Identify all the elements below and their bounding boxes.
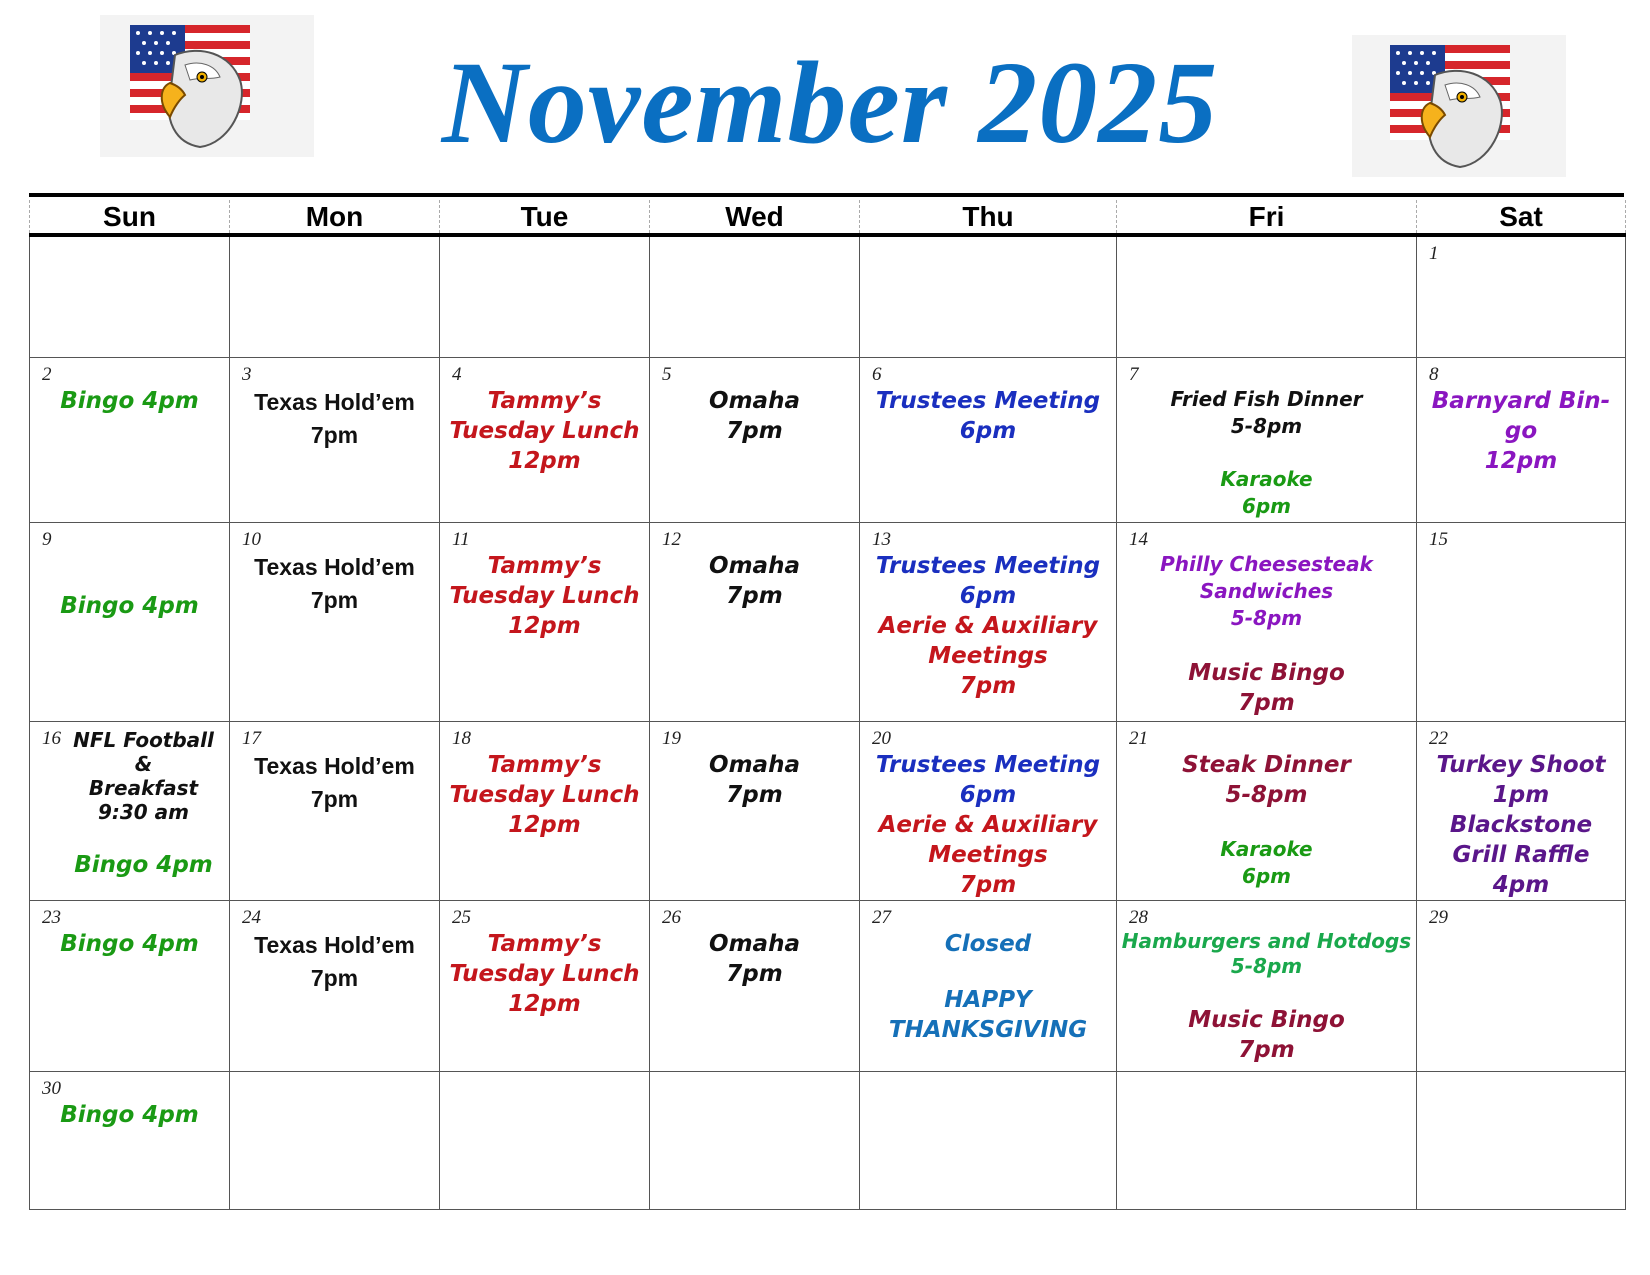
day-cell[interactable] [1417, 901, 1626, 1072]
event-item: Music Bingo 7pm [1188, 1007, 1345, 1063]
day-number: 21 [1129, 728, 1148, 749]
event-list [1117, 523, 1416, 718]
day-cell[interactable] [30, 1072, 230, 1210]
day-number: 26 [662, 907, 681, 928]
event-list [230, 237, 439, 265]
event-list [650, 358, 859, 446]
event-list [440, 901, 649, 1019]
day-number: 19 [662, 728, 681, 749]
day-number: 20 [872, 728, 891, 749]
day-cell[interactable] [860, 1072, 1117, 1210]
day-cell[interactable] [1417, 523, 1626, 722]
event-list [1417, 358, 1625, 476]
event-list [1417, 237, 1625, 265]
day-cell[interactable] [1117, 901, 1417, 1072]
event-item: Texas Hold’em 7pm [254, 554, 415, 613]
day-cell[interactable] [1417, 358, 1626, 523]
day-cell[interactable] [30, 235, 230, 358]
event-list [1417, 901, 1625, 929]
weekday-header: Tue [440, 200, 650, 235]
event-item: Texas Hold’em 7pm [254, 389, 415, 448]
day-number: 24 [242, 907, 261, 928]
eagle-flag-icon [1352, 35, 1566, 177]
event-list [230, 722, 439, 816]
week-row [30, 358, 1626, 523]
day-number: 17 [242, 728, 261, 749]
event-item: Texas Hold’em 7pm [254, 753, 415, 812]
day-cell[interactable] [860, 901, 1117, 1072]
day-cell[interactable] [860, 235, 1117, 358]
calendar-grid [29, 200, 1626, 1210]
day-cell[interactable] [230, 358, 440, 523]
day-cell[interactable] [1117, 523, 1417, 722]
event-list [230, 901, 439, 995]
event-list [440, 237, 649, 265]
event-item: Turkey Shoot 1pm Blackstone Grill Raffle 4pm [1436, 752, 1606, 898]
day-number: 7 [1129, 364, 1139, 385]
day-number: 22 [1429, 728, 1448, 749]
eagle-flag-graphic [1352, 35, 1566, 177]
day-cell[interactable] [650, 358, 860, 523]
event-item: Bingo 4pm [60, 931, 199, 957]
event-list [650, 1072, 859, 1100]
eagle-flag-icon [100, 15, 314, 157]
event-list [30, 237, 229, 265]
day-cell[interactable] [440, 901, 650, 1072]
header-rule [29, 193, 1624, 197]
event-list [650, 722, 859, 810]
day-number: 23 [42, 907, 61, 928]
week-row [30, 235, 1626, 358]
day-cell[interactable] [30, 358, 230, 523]
page-title: November 2025 [441, 37, 1219, 168]
weekday-header-row [30, 200, 1626, 235]
day-number: 28 [1129, 907, 1148, 928]
event-item: Omaha 7pm [709, 553, 800, 609]
event-list [440, 523, 649, 641]
event-list [860, 523, 1116, 701]
day-number: 14 [1129, 529, 1148, 550]
event-list [650, 523, 859, 611]
event-item: Bingo 4pm [74, 852, 213, 878]
event-item: Tammy’s Tuesday Lunch 12pm [449, 553, 640, 639]
week-row [30, 1072, 1626, 1210]
event-list [860, 237, 1116, 265]
day-cell[interactable] [860, 523, 1117, 722]
day-number: 4 [452, 364, 462, 385]
event-item: Aerie & Auxiliary Meetings 7pm [878, 812, 1098, 898]
event-item: Philly Cheesesteak Sandwiches 5-8pm [1160, 552, 1373, 630]
day-number: 29 [1429, 907, 1448, 928]
event-list [230, 1072, 439, 1100]
event-item: Hamburgers and Hotdogs 5-8pm [1121, 929, 1412, 978]
day-cell[interactable] [650, 1072, 860, 1210]
day-number: 30 [42, 1078, 61, 1099]
event-item: HAPPY THANKSGIVING [888, 987, 1088, 1043]
day-number: 27 [872, 907, 891, 928]
day-cell[interactable] [1417, 1072, 1626, 1210]
event-list [860, 901, 1116, 1045]
event-item: Music Bingo 7pm [1188, 660, 1345, 716]
day-cell[interactable] [1417, 722, 1626, 901]
weekday-header: Sun [30, 200, 230, 235]
event-item: Omaha 7pm [709, 752, 800, 808]
day-cell[interactable] [1117, 235, 1417, 358]
day-number: 11 [452, 529, 470, 550]
day-number: 9 [42, 529, 52, 550]
day-cell[interactable] [230, 1072, 440, 1210]
event-item: Tammy’s Tuesday Lunch 12pm [449, 931, 640, 1017]
event-item: Bingo 4pm [60, 1102, 199, 1128]
event-item: Closed [944, 931, 1032, 957]
event-list [440, 1072, 649, 1100]
event-item: Barnyard Bin- go 12pm [1431, 388, 1611, 474]
event-list [1117, 237, 1416, 265]
day-cell[interactable] [860, 358, 1117, 523]
event-list [230, 358, 439, 452]
event-list [1417, 523, 1625, 551]
day-cell[interactable] [230, 523, 440, 722]
day-number: 10 [242, 529, 261, 550]
event-item: Bingo 4pm [60, 388, 199, 414]
event-item: Omaha 7pm [709, 388, 800, 444]
event-item: Trustees Meeting 6pm [875, 553, 1101, 609]
day-number: 12 [662, 529, 681, 550]
day-cell[interactable] [1117, 1072, 1417, 1210]
day-number: 25 [452, 907, 471, 928]
event-item: Aerie & Auxiliary Meetings 7pm [878, 613, 1098, 699]
day-cell[interactable] [30, 523, 230, 722]
event-item: Bingo 4pm [60, 593, 199, 619]
day-number: 13 [872, 529, 891, 550]
event-item: Trustees Meeting 6pm [875, 388, 1101, 444]
day-number: 6 [872, 364, 882, 385]
day-cell[interactable] [440, 235, 650, 358]
event-item: Omaha 7pm [709, 931, 800, 987]
event-list [650, 901, 859, 989]
event-list [30, 358, 229, 416]
day-number: 1 [1429, 243, 1439, 264]
event-list [1117, 1072, 1416, 1100]
event-list [1417, 722, 1625, 900]
day-cell[interactable] [230, 901, 440, 1072]
day-number: 3 [242, 364, 252, 385]
event-list [650, 237, 859, 265]
event-list [1417, 1072, 1625, 1100]
event-item: Karaoke 6pm [1220, 467, 1313, 518]
event-list [860, 722, 1116, 900]
day-cell[interactable] [650, 722, 860, 901]
event-list [860, 1072, 1116, 1100]
calendar-body [30, 235, 1626, 1210]
day-cell[interactable] [30, 901, 230, 1072]
event-item: Trustees Meeting 6pm [875, 752, 1101, 808]
event-list [30, 523, 229, 621]
day-cell[interactable] [440, 722, 650, 901]
day-cell[interactable] [1417, 235, 1626, 358]
day-number: 16 [42, 728, 61, 749]
week-row [30, 901, 1626, 1072]
event-list [860, 358, 1116, 446]
day-cell[interactable] [230, 722, 440, 901]
event-list [440, 358, 649, 476]
day-cell[interactable] [30, 722, 230, 901]
day-cell[interactable] [440, 523, 650, 722]
weekday-header: Thu [860, 200, 1117, 235]
week-row [30, 722, 1626, 901]
event-list [230, 523, 439, 617]
day-cell[interactable] [440, 1072, 650, 1210]
event-item: Steak Dinner 5-8pm [1182, 752, 1351, 808]
day-cell[interactable] [650, 523, 860, 722]
day-number: 15 [1429, 529, 1448, 550]
event-item: Texas Hold’em 7pm [254, 932, 415, 991]
event-item: Karaoke 6pm [1220, 837, 1313, 888]
eagle-flag-graphic [100, 15, 314, 157]
weekday-header: Sat [1417, 200, 1626, 235]
day-cell[interactable] [230, 235, 440, 358]
day-number: 18 [452, 728, 471, 749]
event-list [1117, 722, 1416, 890]
event-list [440, 722, 649, 840]
day-cell[interactable] [440, 358, 650, 523]
day-cell[interactable] [1117, 358, 1417, 523]
event-item: Tammy’s Tuesday Lunch 12pm [449, 388, 640, 474]
day-number: 8 [1429, 364, 1439, 385]
event-item: NFL Football & Breakfast 9:30 am [73, 728, 214, 824]
weekday-header: Wed [650, 200, 860, 235]
week-row [30, 523, 1626, 722]
day-cell[interactable] [860, 722, 1117, 901]
weekday-header: Fri [1117, 200, 1417, 235]
weekday-header: Mon [230, 200, 440, 235]
event-list [1117, 358, 1416, 520]
day-cell[interactable] [650, 901, 860, 1072]
event-list [1117, 901, 1416, 1065]
day-number: 2 [42, 364, 52, 385]
event-item: Fried Fish Dinner 5-8pm [1170, 387, 1363, 438]
event-item: Tammy’s Tuesday Lunch 12pm [449, 752, 640, 838]
day-cell[interactable] [1117, 722, 1417, 901]
day-number: 5 [662, 364, 672, 385]
day-cell[interactable] [650, 235, 860, 358]
